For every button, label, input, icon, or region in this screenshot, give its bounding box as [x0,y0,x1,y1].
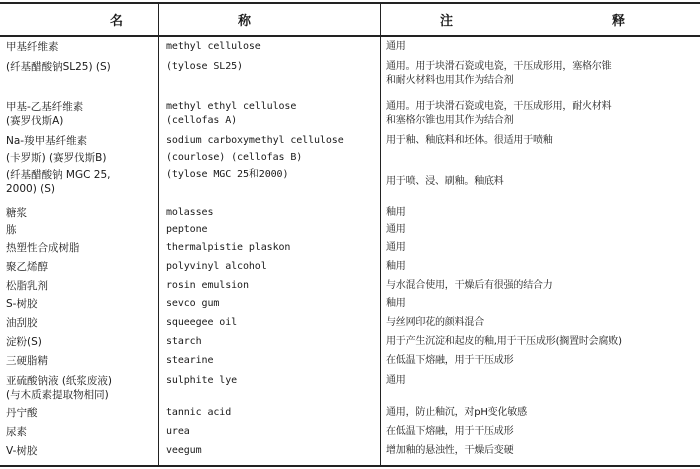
note: 用于产生沉淀和起皮的釉,用于干压成形(搁置时会腐败) [386,336,622,347]
name-en [166,40,378,74]
name-en [166,134,378,182]
name-en: tannic acid [166,407,232,418]
note: 通用 [386,242,406,253]
note [386,100,696,128]
name-zh-line: (与木质素提取物相同) [6,389,109,401]
note [386,40,696,88]
name-en-line: methyl ethyl cellulose [166,101,297,112]
name-zh: 三硬脂精 [6,355,48,367]
name-en: urea [166,426,190,437]
note: 通用，防止釉沉，对pH变化敏感 [386,407,527,418]
header-name-char-1: 名 [110,13,124,29]
name-zh-line: (纤基醋酸钠 MGC 25, [6,169,111,181]
name-en: veegum [166,445,202,456]
note-line [386,151,696,165]
note: 在低温下熔融，用于干压成形 [386,355,514,366]
name-en: peptone [166,224,208,235]
name-zh: 聚乙烯醇 [6,261,48,273]
note [386,134,696,189]
header-bottom-rule [0,35,700,37]
table-bottom-rule [0,465,700,467]
name-zh [6,100,156,128]
name-en [166,100,378,128]
header-name-char-2: 称 [238,13,252,29]
name-en: rosin emulsion [166,280,249,291]
note-line: 通用。用于块滑石瓷或电瓷，干压成形用，耐火材料 [386,101,612,112]
name-en: sevco gum [166,298,220,309]
column-divider-1 [158,2,159,466]
name-en: thermalpistie plaskon [166,242,291,253]
header-note-char-1: 注 [440,13,454,29]
note: 釉用 [386,261,406,272]
name-en: starch [166,336,202,347]
name-zh-line: 亚硫酸钠液 (纸浆废液) [6,375,113,387]
name-en-line: (courlose) (cellofas B) [166,152,303,163]
name-zh-line: Na-羧甲基纤维素 [6,135,88,147]
note: 在低温下熔融，用于干压成形 [386,426,514,437]
name-zh-line: 2000) (S) [6,183,56,195]
note: 通用 [386,375,406,386]
note: 通用 [386,224,406,235]
name-en: polyvinyl alcohol [166,261,267,272]
name-zh: 尿素 [6,426,27,438]
note-line: 通用 [386,41,406,52]
column-divider-2 [380,2,381,466]
name-zh: 丹宁酸 [6,407,38,419]
note: 釉用 [386,298,406,309]
name-en: stearine [166,355,214,366]
name-en: molasses [166,207,214,218]
name-zh [6,134,156,196]
header-note-char-2: 释 [612,13,626,29]
name-zh-line: 甲基纤维素 [6,41,59,53]
name-en-line: methyl cellulose [166,41,261,52]
name-zh: S-树胶 [6,298,38,310]
name-zh: 热塑性合成树脂 [6,242,80,254]
name-zh: 糖浆 [6,207,27,219]
note-line: 用于喷、浸、刷釉。釉底料 [386,176,504,187]
note: 釉用 [386,207,406,218]
note-line: 通用。用于块滑石瓷或电瓷，干压成形用，塞格尔锥 [386,61,612,72]
name-en-line: sodium carboxymethyl cellulose [166,135,344,146]
name-en: sulphite lye [166,375,238,386]
name-zh-line: (卡罗斯) (赛罗伐斯B) [6,152,107,164]
name-zh-line: (赛罗伐斯A) [6,115,64,127]
name-zh: V-树胶 [6,445,38,457]
note-line: 和耐火材料也用其作为结合剂 [386,75,514,86]
note-line: 用于釉、釉底料和坯体。很适用于喷釉 [386,135,553,146]
name-zh: 油刮胶 [6,317,38,329]
table-top-rule [0,2,700,4]
name-zh-line: (纤基醋酸钠SL25) (S) [6,61,111,73]
name-zh-line: 甲基-乙基纤维素 [6,101,84,113]
name-zh: 胨 [6,224,17,236]
name-en-line: (cellofas A) [166,115,238,126]
name-zh [6,40,156,74]
name-zh: 松脂乳剂 [6,280,48,292]
note: 增加釉的悬浊性，干燥后变硬 [386,445,514,456]
name-en-line: (tylose MGC 25和2000) [166,169,289,180]
name-zh: 淀粉(S) [6,336,42,348]
note: 与水混合使用，干燥后有很强的结合力 [386,280,553,291]
note-line: 和塞格尔锥也用其作为结合剂 [386,115,514,126]
note: 与丝网印花的颜料混合 [386,317,484,328]
name-en: squeegee oil [166,317,238,328]
name-zh [6,374,156,402]
name-en-line: (tylose SL25) [166,61,243,72]
